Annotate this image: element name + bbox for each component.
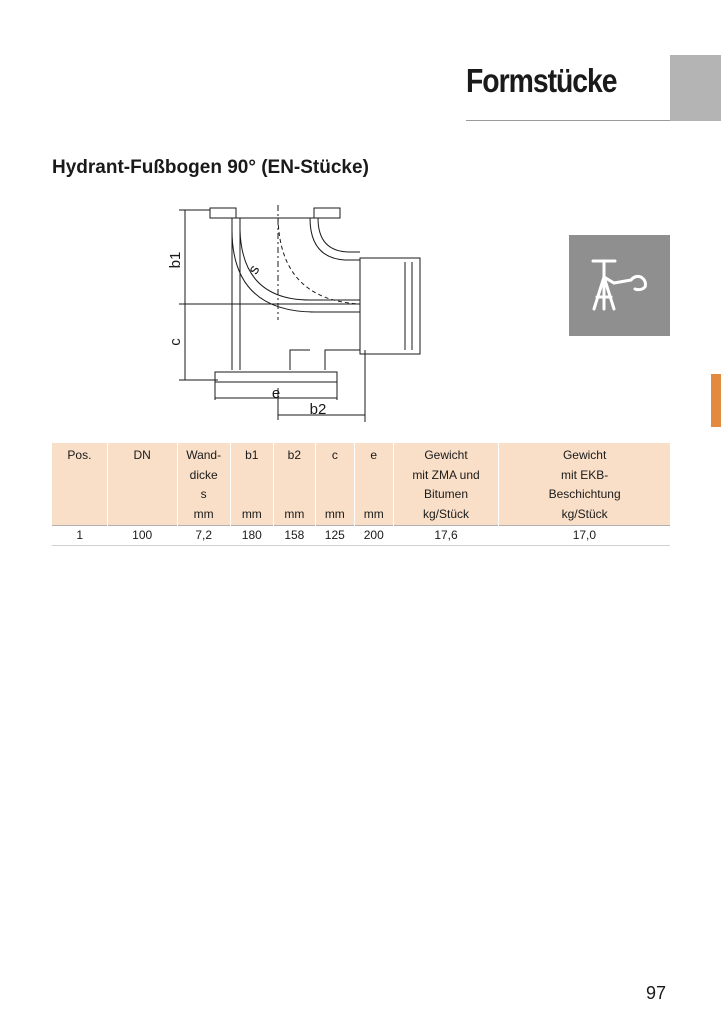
label-e: e: [271, 385, 281, 402]
col-e: e mm: [354, 443, 393, 526]
col-weight-zma: Gewicht mit ZMA und Bitumen kg/Stück: [393, 443, 499, 526]
table-row: [52, 526, 670, 546]
col-dn: DN: [107, 443, 177, 526]
cell-weight-zma: 17,6: [393, 526, 499, 546]
cell-wall-thickness: 7,2: [177, 526, 230, 546]
col-wall-thickness: Wand- dicke s mm: [177, 443, 230, 526]
cell-e: 200: [354, 526, 393, 546]
cell-weight-ekb: 17,0: [499, 526, 670, 546]
label-s: s: [244, 262, 264, 278]
cell-c: 125: [315, 526, 354, 546]
col-weight-ekb: Gewicht mit EKB- Beschichtung kg/Stück: [499, 443, 670, 526]
section-title: Formstücke: [466, 62, 617, 99]
cell-dn: 100: [107, 526, 177, 546]
spec-table: [52, 443, 670, 546]
label-b1: b1: [167, 251, 184, 269]
product-title: Hydrant-Fußbogen 90° (EN-Stücke): [52, 157, 369, 178]
col-pos: Pos.: [52, 443, 107, 526]
title-rule: [466, 120, 670, 121]
col-c: c mm: [315, 443, 354, 526]
hydrant-icon: [569, 235, 670, 336]
cell-b1: 180: [230, 526, 273, 546]
page-number: 97: [646, 983, 667, 1003]
label-b2: b2: [309, 401, 327, 418]
cell-pos: 1: [52, 526, 107, 546]
label-c: c: [167, 338, 184, 346]
table-header-row: [52, 443, 670, 526]
corner-tab: [670, 55, 721, 121]
col-b1: b1 mm: [230, 443, 273, 526]
technical-drawing: [160, 200, 440, 430]
side-marker: [711, 374, 721, 427]
col-b2: b2 mm: [273, 443, 315, 526]
cell-b2: 158: [273, 526, 315, 546]
